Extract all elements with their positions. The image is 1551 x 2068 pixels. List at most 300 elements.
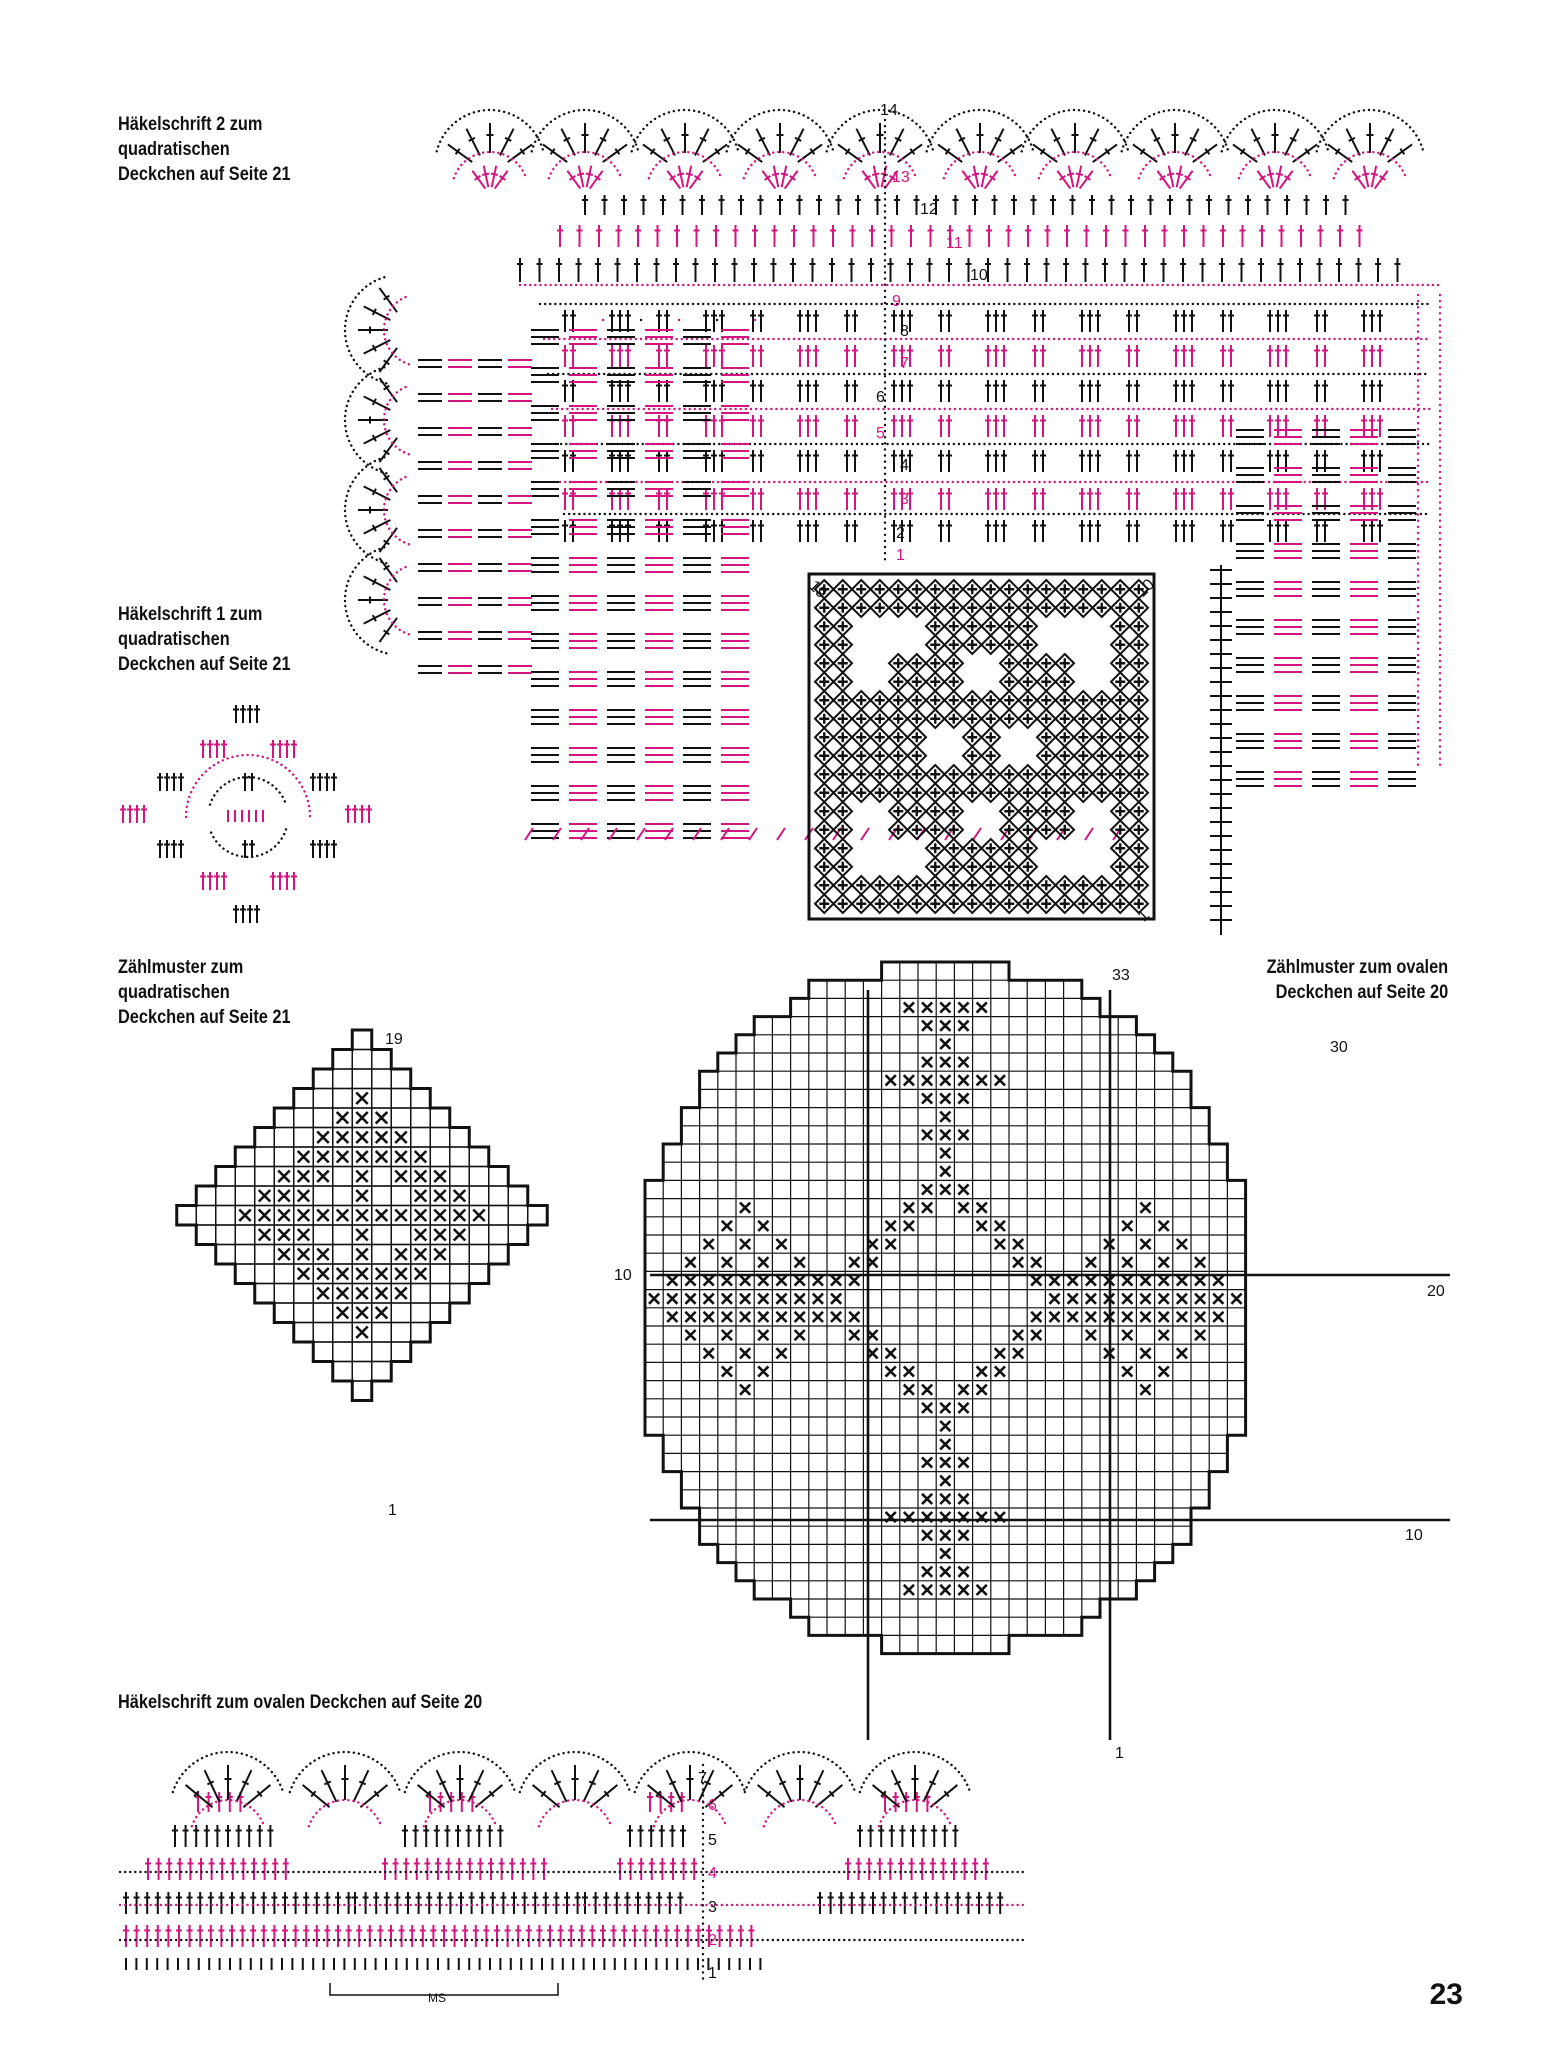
stitch-row [1314,345,1328,367]
grid-cell [274,1264,294,1284]
stitch-fan [1057,166,1092,189]
edge-stitch [777,828,785,840]
mesh-cross [875,769,885,779]
mesh-cross [912,603,922,613]
mesh-cross [893,788,903,798]
stitch-row [656,415,670,437]
grid-cell [274,1284,294,1304]
stitch-row [123,1925,754,1947]
stitch-row [1079,380,1101,402]
side-stitch [418,462,442,469]
grid-cell [469,1167,489,1187]
side-stitch [683,748,711,762]
grid-cell [372,1089,392,1109]
side-stitch [418,564,442,571]
mesh-cross [949,806,959,816]
stitch-row [1079,415,1101,437]
mesh-cross [1115,862,1125,872]
mesh-cross [1041,603,1051,613]
mesh-cross [838,603,848,613]
mesh-cross [949,695,959,705]
row-number: 6 [876,389,885,406]
side-stitch [569,558,597,572]
stitch-row [656,450,670,472]
mesh-cross [986,584,996,594]
stitch-fan [962,166,997,189]
mesh-cross [986,714,996,724]
stitch-row [703,380,725,402]
stitch-row [123,1892,352,1914]
mesh-cross [912,695,922,705]
grid-cell [313,1303,333,1323]
stitch-row [120,805,147,823]
mesh-cross [1134,658,1144,668]
mesh-cross [1023,658,1033,668]
mesh-cross [1004,806,1014,816]
side-stitch [721,330,749,344]
grid-cell [469,1147,489,1167]
mesh-cross [967,695,977,705]
stitch-row [797,520,819,542]
mesh-cross [856,584,866,594]
stitch-row [1126,520,1140,542]
stitch-row [938,345,952,367]
side-stitch [1274,544,1302,558]
chain-arc [424,1800,496,1826]
side-stitch [607,558,635,572]
mesh-cross [1115,806,1125,816]
grid-cell [196,1225,216,1245]
mesh-cross [967,603,977,613]
grid-cell [372,1186,392,1206]
stitch-fan [303,1765,388,1807]
mesh-cross [930,658,940,668]
stitch-fan [472,166,507,189]
mesh-cross [930,695,940,705]
side-stitch [1274,696,1302,710]
mesh-cross [912,714,922,724]
mesh-cross [1060,880,1070,890]
mesh-cross [819,769,829,779]
mesh-cross [1004,621,1014,631]
side-stitch [1350,658,1378,672]
side-stitch [1236,658,1264,672]
mesh-cross [1023,714,1033,724]
mesh-cross [856,603,866,613]
stitch-row [157,840,184,858]
mesh-cross [967,843,977,853]
mesh-cross [856,769,866,779]
grid-cell [235,1186,255,1206]
side-stitch [645,330,673,344]
mesh-cross [1115,695,1125,705]
mesh-cross [986,880,996,890]
grid-cell [196,1186,216,1206]
stitch-row [1032,520,1046,542]
side-stitch [607,786,635,800]
stitch-row [938,415,952,437]
stitch-row [703,345,725,367]
grid-cell [313,1342,333,1362]
stitch-row [1220,488,1234,510]
grid-cell [391,1225,411,1245]
row-number: 14 [880,102,898,119]
stitch-row [797,345,819,367]
mesh-cross [1060,658,1070,668]
chain-arc [192,1800,264,1826]
stitch-row [1220,415,1234,437]
stitch-row [609,310,631,332]
stitch-row [656,380,670,402]
mesh-cross [893,658,903,668]
stitch-row [1032,450,1046,472]
side-stitch [448,530,472,537]
side-stitch [607,596,635,610]
mesh-cross [875,880,885,890]
side-stitch [1312,544,1340,558]
label-line: Zählmuster zum ovalen [1266,957,1448,978]
row-number: 33 [1112,967,1130,984]
side-stitch [1236,430,1264,444]
mesh-cross [1134,751,1144,761]
side-stitch [607,710,635,724]
mesh-cross [1004,640,1014,650]
mesh-cross [838,825,848,835]
stitch-fan [667,166,702,189]
grid-cell [372,1050,392,1070]
mesh-cross [838,584,848,594]
side-stitch [478,360,502,367]
mesh-cross [1078,899,1088,909]
grid-cell [235,1225,255,1245]
grid-cell [255,1167,275,1187]
mesh-cross [930,806,940,816]
mesh-cross [1078,788,1088,798]
side-stitch [721,634,749,648]
stitch-row [1032,488,1046,510]
grid-cell [450,1128,470,1148]
grid-cell [352,1069,372,1089]
grid-cell [313,1089,333,1109]
side-stitch [531,520,559,534]
stitch-row [797,450,819,472]
mesh-cross [930,603,940,613]
side-stitch [1236,734,1264,748]
grid-cell [391,1108,411,1128]
stitch-row [844,345,858,367]
stitch-row [797,380,819,402]
grid-cell [294,1323,314,1343]
side-stitch [1350,734,1378,748]
side-stitch [508,394,532,401]
stitch-fan [358,288,397,372]
mesh-cross [838,806,848,816]
stitch-row [562,488,576,510]
bottom-crochet-chart [120,1752,1025,1995]
stitch-row [1126,488,1140,510]
stitch-row [985,488,1007,510]
grid-cell [430,1264,450,1284]
mesh-cross [1134,714,1144,724]
side-stitch [418,496,442,503]
stitch-row [797,488,819,510]
mesh-cross [1041,806,1051,816]
stitch-row [1314,380,1328,402]
mesh-cross [1115,677,1125,687]
side-stitch [1274,620,1302,634]
grid-cell [508,1206,528,1226]
small-motif-chart [120,705,372,923]
mesh-cross [875,899,885,909]
mesh-cross [1023,843,1033,853]
stitch-row [985,345,1007,367]
side-stitch [531,330,559,344]
mesh-cross [1023,825,1033,835]
side-stitch [1388,734,1416,748]
stitch-row [1079,345,1101,367]
stitch-row [1361,415,1383,437]
inner-square-chart [809,574,1154,919]
stitch-row [844,310,858,332]
grid-cell [333,1186,353,1206]
row-number: 5 [876,425,885,442]
side-stitch [607,330,635,344]
mesh-cross [1041,825,1051,835]
grid-cell [352,1342,372,1362]
mesh-cross [838,714,848,724]
stitch-row [797,415,819,437]
side-stitch [1312,772,1340,786]
stitch-row [1220,520,1234,542]
side-stitch [721,786,749,800]
side-stitch [418,598,442,605]
mesh-cross [838,658,848,668]
stitch-row [172,1825,273,1847]
stitch-row [703,450,725,472]
mesh-cross [1004,584,1014,594]
mesh-cross [1115,732,1125,742]
grid-cell [469,1186,489,1206]
mesh-cross [1060,769,1070,779]
grid-cell [372,1069,392,1089]
row-number: 9 [892,293,901,310]
side-stitch [508,462,532,469]
grid-cell [528,1206,548,1226]
side-stitch [1388,506,1416,520]
chain-arc [210,829,286,857]
stitch-row [1173,450,1195,472]
mesh-cross [838,751,848,761]
side-stitch [1274,582,1302,596]
grid-cell [469,1245,489,1265]
stitch-row [200,872,227,890]
side-stitch [645,710,673,724]
stitch-row [844,520,858,542]
grid-cell [469,1264,489,1284]
mesh-cross [1004,769,1014,779]
mesh-cross [819,714,829,724]
stitch-row [1267,380,1289,402]
stitch-row [844,415,858,437]
stitch-row [609,415,631,437]
mesh-cross [1097,584,1107,594]
square-count-pattern [177,1030,548,1401]
stitch-row [1126,345,1140,367]
mesh-cross [930,769,940,779]
stitch-row [1220,345,1234,367]
stitch-row [703,520,725,542]
stitch-fan [738,123,822,162]
grid-cell [391,1089,411,1109]
grid-cell [216,1186,236,1206]
edge-stitch [1085,828,1093,840]
mesh-cross [967,862,977,872]
stitch-row [1173,310,1195,332]
grid-cell [235,1147,255,1167]
mesh-cross [819,899,829,909]
side-stitch [683,824,711,838]
stitch-row [233,905,260,923]
mesh-cross [949,658,959,668]
stitch-row [938,380,952,402]
row-number: 2 [896,525,905,542]
grid-cell [255,1245,275,1265]
mesh-cross [930,899,940,909]
mesh-cross [986,732,996,742]
stitch-row [1361,380,1383,402]
row-number: 19 [385,1031,403,1048]
mesh-cross [856,880,866,890]
stitch-row [627,1825,686,1847]
mesh-cross [838,677,848,687]
mesh-cross [1041,788,1051,798]
stitch-fan [1233,123,1317,162]
stitch-row [656,520,670,542]
mesh-cross [949,603,959,613]
side-stitch [508,632,532,639]
grid-cell [313,1323,333,1343]
grid-cell [216,1245,236,1265]
mesh-cross [930,825,940,835]
side-stitch [569,710,597,724]
mesh-cross [986,640,996,650]
side-stitch [683,368,711,382]
side-stitch [478,394,502,401]
stitch-fan [1352,166,1387,189]
side-stitch [531,672,559,686]
stitch-row [562,310,576,332]
top-crochet-chart [345,110,1440,935]
grid-cell [333,1089,353,1109]
label-line: Häkelschrift 2 zum [118,114,263,135]
row-number: 10 [1405,1527,1423,1544]
side-stitch [1236,582,1264,596]
mesh-cross [893,769,903,779]
grid-cell [177,1206,197,1226]
label-line: Deckchen auf Seite 21 [118,1007,291,1028]
side-stitch [1312,696,1340,710]
stitch-row [750,380,764,402]
row-number: 5 [708,1832,717,1849]
mesh-cross [838,732,848,742]
stitch-row [703,310,725,332]
mesh-cross [1004,658,1014,668]
stitch-fan [358,558,397,642]
side-stitch [1274,658,1302,672]
mesh-cross [819,862,829,872]
row-number: 10 [970,267,988,284]
stitch-row [145,1858,289,1880]
grid-cell [333,1323,353,1343]
stitch-row [233,705,260,723]
stitch-row [310,840,337,858]
mesh-cross [930,677,940,687]
mesh-cross [1060,899,1070,909]
grid-cell [372,1225,392,1245]
side-stitch [721,482,749,496]
side-stitch [531,368,559,382]
grid-cell [411,1089,431,1109]
grid-cell [333,1225,353,1245]
mesh-cross [893,806,903,816]
mesh-cross [1004,880,1014,890]
side-stitch [645,672,673,686]
label-line: Häkelschrift 1 zum [118,604,263,625]
side-stitch [478,462,502,469]
side-stitch [478,598,502,605]
mesh-cross [1078,584,1088,594]
side-stitch [418,632,442,639]
mesh-cross [967,640,977,650]
stitch-row [1173,345,1195,367]
grid-cell [313,1069,333,1089]
mesh-cross [1097,695,1107,705]
mesh-cross [893,751,903,761]
mesh-cross [986,843,996,853]
grid-cell [469,1225,489,1245]
grid-cell [372,1323,392,1343]
stitch-row [750,450,764,472]
side-stitch [531,444,559,458]
row-number: 10 [1133,576,1158,601]
mesh-cross [1115,658,1125,668]
mesh-cross [912,677,922,687]
stitch-row [750,415,764,437]
stitch-row [938,450,952,472]
mesh-cross [893,677,903,687]
grid-cell [235,1245,255,1265]
stitch-fan [1157,166,1192,189]
cross-stitch-marks [649,1002,1242,1595]
side-stitch [531,558,559,572]
chain-arc [764,1800,836,1826]
grid-cell [411,1284,431,1304]
grid-cell [274,1128,294,1148]
side-stitch [721,444,749,458]
side-stitch [418,394,442,401]
row-number: 4 [708,1865,717,1882]
stitch-row [703,415,725,437]
grid-cell [255,1128,275,1148]
mesh-cross [912,880,922,890]
side-stitch [645,748,673,762]
stitch-row [1220,380,1234,402]
side-stitch [721,748,749,762]
mesh-cross [1134,825,1144,835]
side-stitch [607,634,635,648]
stitch-row [985,380,1007,402]
row-number: 13 [892,169,910,186]
